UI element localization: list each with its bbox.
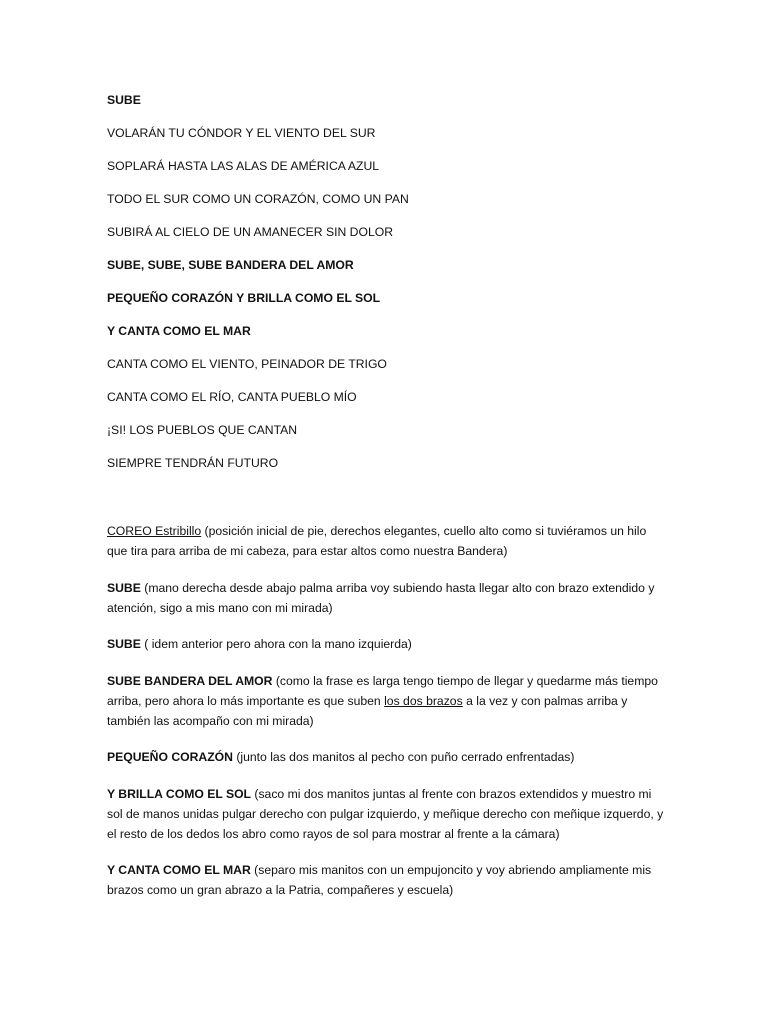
document-content [107, 92, 667, 917]
coreo-step [107, 784, 667, 844]
coreo-heading: COREO Estribillo [107, 524, 202, 538]
coreo-step-desc: (separo mis manitos con un empujoncito y voy abriendo ampliamente mis brazos como un gran abrazo a la Patria, compañeres y escuela) [107, 863, 652, 897]
coreo-step-desc: (mano derecha desde abajo palma arriba voy subiendo hasta llegar alto con brazo extendido y atención, sigo a mis mano con mi mirada) [107, 580, 655, 615]
coreo-step-desc: (como la frase es larga tengo tiempo de llegar y quedarme más tiempo arriba, pero ahora lo más importante es que suben [107, 673, 658, 708]
lyric-line: SUBIRÁ AL CIELO DE UN AMANECER SIN DOLOR [107, 225, 394, 239]
coreo-intro-text: (posición inicial de pie, derechos elegantes, cuello alto como si tuviéramos un hilo que tira para arriba de mi cabeza, para estar altos como nuestra Bandera) [107, 524, 647, 558]
coreo-step-term: SUBE [107, 637, 141, 651]
coreo-step-term: SUBE BANDERA DEL AMOR [107, 673, 273, 688]
coreo-step [107, 860, 667, 900]
coreo-step-desc: a la vez y con palmas arriba y también las acompaño con mi mirada) [107, 693, 628, 728]
coreo-step-desc: (saco mi dos manitos juntas al frente con brazos extendidos y muestro mi sol de manos unidas pulgar derecho con pulgar izquierdo, y meñique derecho con meñique izquerdo, y el resto de los dedos los abro como rayos de sol para mostrar al frente a la cámara) [107, 786, 664, 841]
coreo-step-desc: (junto las dos manitos al pecho con puño cerrado enfrentadas) [232, 750, 575, 764]
section-spacer [107, 488, 667, 521]
coreo-step [107, 578, 667, 618]
lyric-line: SOPLARÁ HASTA LAS ALAS DE AMÉRICA AZUL [107, 159, 380, 173]
song-title: SUBE [107, 93, 141, 107]
lyric-line: CANTA COMO EL RÍO, CANTA PUEBLO MÍO [107, 390, 357, 404]
coreo-step-desc: ( idem anterior pero ahora con la mano izquierda) [140, 637, 412, 651]
coreo-step-term: Y BRILLA COMO EL SOL [107, 786, 251, 801]
lyric-line: ¡SI! LOS PUEBLOS QUE CANTAN [107, 423, 298, 437]
lyric-line: SUBE, SUBE, SUBE BANDERA DEL AMOR [107, 258, 354, 272]
lyric-line: Y CANTA COMO EL MAR [107, 324, 251, 338]
coreo-step [107, 671, 667, 731]
coreo-intro-paragraph [107, 521, 667, 561]
coreo-step-emphasis: los dos brazos [384, 693, 463, 708]
coreo-step-term: Y CANTA COMO EL MAR [107, 863, 251, 877]
lyric-line: PEQUEÑO CORAZÓN Y BRILLA COMO EL SOL [107, 291, 381, 305]
coreo-step-term: SUBE [107, 580, 141, 595]
coreo-step [107, 634, 667, 654]
lyric-line: CANTA COMO EL VIENTO, PEINADOR DE TRIGO [107, 357, 387, 371]
lyric-line: SIEMPRE TENDRÁN FUTURO [107, 456, 279, 470]
lyric-line: TODO EL SUR COMO UN CORAZÓN, COMO UN PAN [107, 192, 409, 206]
coreo-step [107, 747, 667, 767]
coreo-step-term: PEQUEÑO CORAZÓN [107, 750, 233, 764]
lyric-line: VOLARÁN TU CÓNDOR Y EL VIENTO DEL SUR [107, 126, 376, 140]
